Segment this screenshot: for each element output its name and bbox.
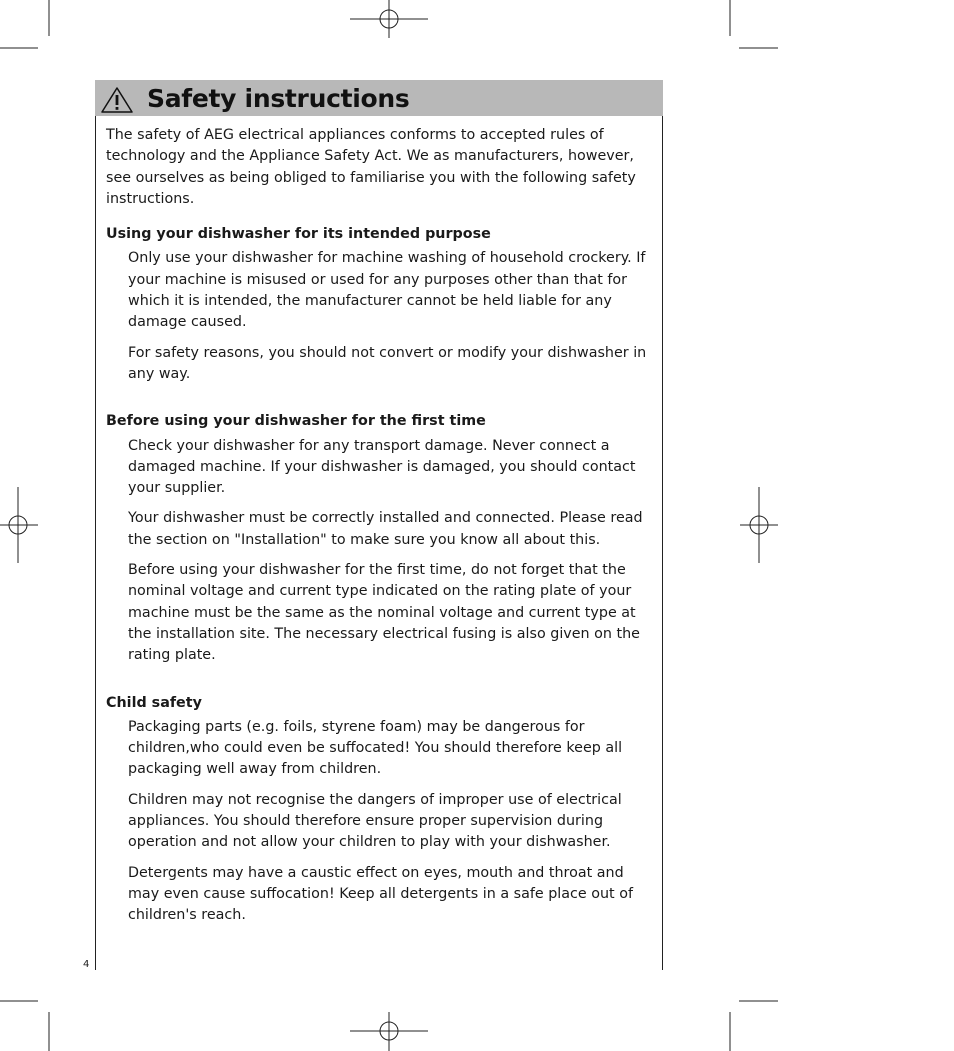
paragraph: Children may not recognise the dangers of improper use of electrical appliances. You should therefore ensure proper supervision during operation and not allow your children to play with your dishwasher. [128,791,622,851]
section-heading: Child safety [106,694,202,711]
section-heading: Before using your dishwasher for the first time [106,413,486,430]
paragraph: Only use your dishwasher for machine washing of household crockery. If your machine is misused or used for any purposes other than that for which it is intended, the manufacturer cannot be held liable for any damage caused. [128,250,646,331]
warning-triangle-icon [99,86,135,114]
right-margin-rule [662,116,663,970]
paragraph: Detergents may have a caustic effect on eyes, mouth and throat and may even cause suffocation! Keep all detergents in a safe place out of children's reach. [128,864,633,924]
page-title: Safety instructions [147,84,410,113]
left-margin-rule [95,116,96,970]
section-heading: Using your dishwasher for its intended purpose [106,226,491,243]
paragraph: Packaging parts (e.g. foils, styrene foam) may be dangerous for children,who could even be suffocated! You should therefore keep all packaging well away from children. [128,718,623,778]
page-number: 4 [83,959,90,970]
paragraph: Check your dishwasher for any transport damage. Never connect a damaged machine. If your dishwasher is damaged, you should contact your supplier. [128,437,636,497]
section-intended-purpose [106,224,654,385]
paragraph: Before using your dishwasher for the first time, do not forget that the nominal voltage and current type indicated on the rating plate of your machine must be the same as the nominal voltage and current type at the installation site. The necessary electrical fusing is also given on the rating plate. [128,562,640,664]
section-first-use [106,411,654,666]
paragraph: Your dishwasher must be correctly installed and connected. Please read the section on "Installation" to make sure you know all about this. [128,510,643,548]
intro-paragraph: The safety of AEG electrical appliances conforms to accepted rules of technology and the Appliance Safety Act. We as manufacturers, however, see ourselves as being obliged to familiarise you with the following safety instructions. [106,127,636,207]
section-child-safety [106,693,654,927]
document-body [106,125,654,936]
paragraph: For safety reasons, you should not convert or modify your dishwasher in any way. [128,344,647,382]
